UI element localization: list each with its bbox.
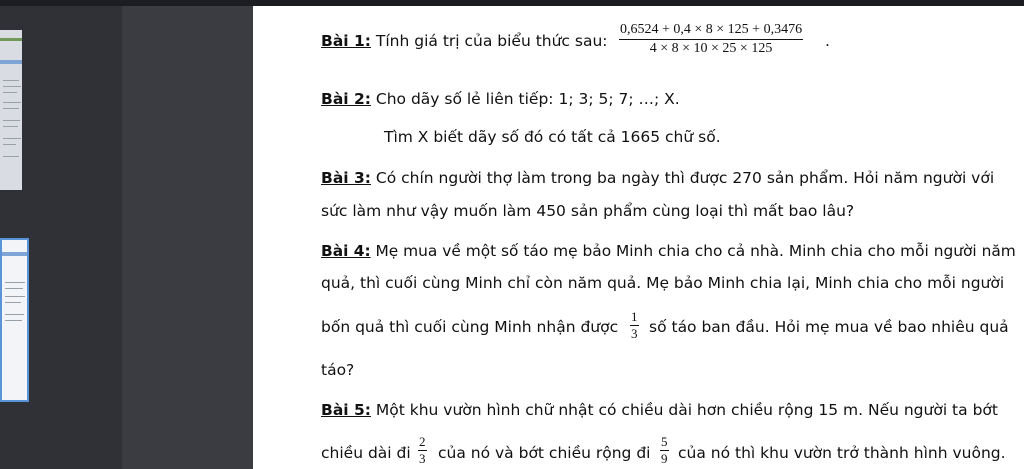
- exercise-3-line2: sức làm như vậy muốn làm 450 sản phẩm cùng loại thì mất bao lâu?: [321, 202, 855, 220]
- fraction-denominator: 9: [661, 451, 668, 466]
- exercise-5-line2b: của nó và bớt chiều rộng đi: [438, 444, 651, 462]
- exercise-2: [321, 90, 680, 108]
- page-1-thumbnail[interactable]: [0, 30, 22, 190]
- fraction-two-thirds: [418, 434, 427, 467]
- exercise-3-label: Bài 3:: [321, 169, 371, 187]
- fraction-numerator: 2: [419, 434, 426, 449]
- exercise-1: [321, 32, 608, 50]
- exercise-5-text: Một khu vườn hình chữ nhật có chiều dài hơn chiều rộng 15 m. Nếu người ta bớt: [370, 401, 998, 419]
- exercise-2-line2: Tìm X biết dãy số đó có tất cả 1665 chữ số.: [384, 128, 721, 146]
- exercise-4-line4: táo?: [321, 361, 355, 379]
- exercise-5-label: Bài 5:: [321, 401, 371, 419]
- exercise-3-text: Có chín người thợ làm trong ba ngày thì được 270 sản phẩm. Hỏi năm người với: [370, 169, 995, 187]
- exercise-5: [321, 401, 998, 419]
- exercise-1-denominator: 4 × 8 × 10 × 25 × 125: [649, 41, 773, 56]
- exercise-4: [321, 242, 1016, 260]
- page-2-thumbnail[interactable]: [0, 238, 29, 402]
- fraction-denominator: 3: [631, 326, 638, 341]
- exercise-1-numerator: 0,6524 + 0,4 × 8 × 125 + 0,3476: [619, 21, 803, 40]
- exercise-2-label: Bài 2:: [321, 90, 371, 108]
- fraction-one-third: [630, 309, 639, 342]
- exercise-4-line2: quả, thì cuối cùng Minh chỉ còn năm quả. Mẹ bảo Minh chia lại, Minh chia cho mỗi người: [321, 274, 1005, 292]
- exercise-4-line3a: bốn quả thì cuối cùng Minh nhận được: [321, 318, 619, 336]
- fraction-numerator: 5: [661, 434, 668, 449]
- fraction-denominator: 3: [419, 451, 426, 466]
- exercise-3: [321, 169, 994, 187]
- viewer-gutter: [122, 6, 253, 469]
- fraction-numerator: 1: [631, 309, 638, 324]
- thumbnail-panel[interactable]: [0, 6, 122, 469]
- exercise-1-label: Bài 1:: [321, 32, 371, 50]
- exercise-1-period: .: [825, 32, 830, 50]
- exercise-1-text: Tính giá trị của biểu thức sau:: [370, 32, 608, 50]
- document-page: [253, 6, 1024, 469]
- exercise-4-label: Bài 4:: [321, 242, 371, 260]
- exercise-5-line2c: của nó thì khu vườn trở thành hình vuông.: [678, 444, 1006, 462]
- fraction-five-ninths: [660, 434, 669, 467]
- exercise-2-text: Cho dãy số lẻ liên tiếp: 1; 3; 5; 7; …; X.: [370, 90, 680, 108]
- exercise-1-expression: [619, 21, 803, 58]
- exercise-4-line3b: số táo ban đầu. Hỏi mẹ mua về bao nhiêu quả: [649, 318, 1009, 336]
- exercise-4-text: Mẹ mua về một số táo mẹ bảo Minh chia cho cả nhà. Minh chia cho mỗi người năm: [370, 242, 1016, 260]
- exercise-5-line2a: chiều dài đi: [321, 444, 411, 462]
